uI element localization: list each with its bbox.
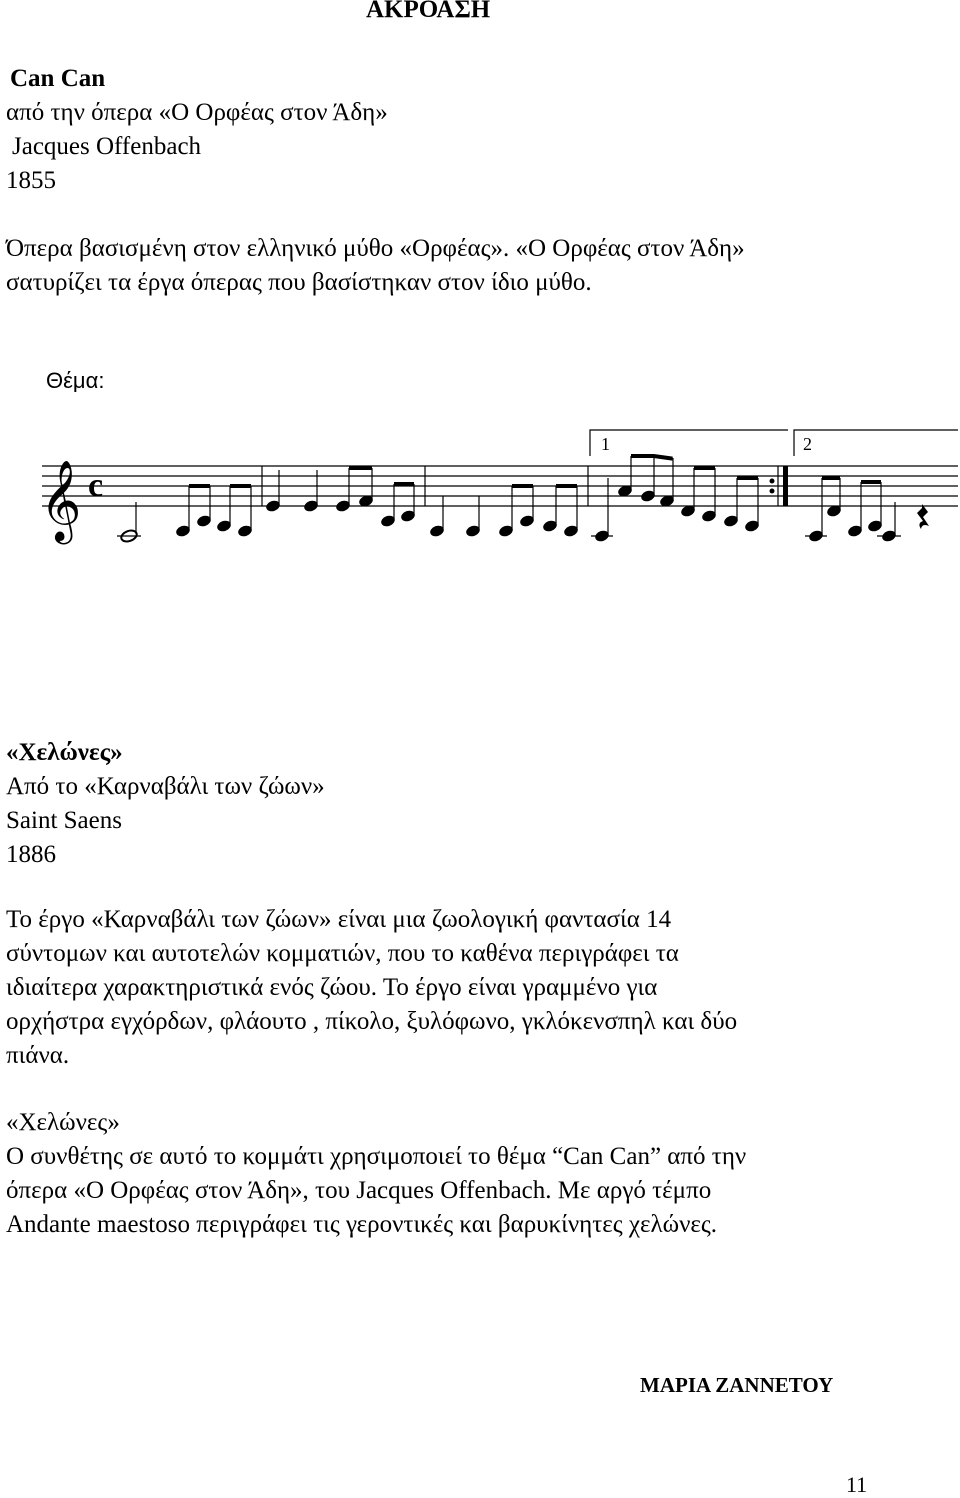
piece2-paragraph-line2: σύντομων και αυτοτελών κομματιών, που το καθένα περιγράφει τα bbox=[6, 940, 679, 967]
author-name: ΜΑΡΙΑ ΖΑΝΝΕΤΟΥ bbox=[640, 1373, 834, 1397]
piece1-composer: Jacques Offenbach bbox=[12, 133, 202, 160]
piece2-paragraph-line1: Το έργο «Καρναβάλι των ζώων» είναι μια ζωολογική φαντασία 14 bbox=[6, 906, 672, 933]
piece2-subtitle: Από το «Καρναβάλι των ζώων» bbox=[6, 773, 325, 800]
quarter-rest-icon bbox=[917, 504, 929, 529]
treble-clef-icon: 𝄞 bbox=[40, 459, 82, 541]
piece2-paragraph2-line3: Andante maestoso περιγράφει τις γεροντικές και βαρυκίνητες χελώνες. bbox=[6, 1211, 718, 1238]
piece1-title: Can Can bbox=[10, 65, 106, 92]
piece2-paragraph-line3: ιδιαίτερα χαρακτηριστικά ενός ζώου. Το έργο είναι γραμμένο για bbox=[6, 974, 658, 1001]
piece2-year: 1886 bbox=[6, 841, 56, 868]
piece2-paragraph-line5: πιάνα. bbox=[6, 1042, 70, 1069]
measure-2 bbox=[265, 466, 417, 528]
music-score bbox=[0, 420, 960, 560]
piece2-title: «Χελώνες» bbox=[6, 739, 123, 766]
measure-1 bbox=[117, 484, 253, 543]
piece2-paragraph2-line2: όπερα «Ο Ορφέας στον Άδη», του Jacques Offenbach. Με αργό τέμπο bbox=[6, 1177, 712, 1204]
piece2-subheading: «Χελώνες» bbox=[6, 1109, 120, 1136]
measure-4 bbox=[591, 454, 760, 543]
piece2-paragraph2-line1: Ο συνθέτης σε αυτό το κομμάτι χρησιμοποιεί το θέμα “Can Can” από την bbox=[6, 1143, 747, 1170]
time-signature: c bbox=[88, 467, 104, 504]
staff-lines bbox=[42, 466, 958, 506]
page-number: 11 bbox=[846, 1472, 868, 1497]
piece1-subtitle: από την όπερα «Ο Ορφέας στον Άδη» bbox=[6, 99, 388, 126]
theme-label: Θέμα: bbox=[46, 368, 105, 393]
volta-brackets bbox=[590, 430, 958, 456]
piece1-description-line1: Όπερα βασισμένη στον ελληνικό μύθο «Ορφέας». «Ο Ορφέας στον Άδη» bbox=[6, 235, 745, 262]
piece1-year: 1855 bbox=[6, 167, 56, 194]
piece2-composer: Saint Saens bbox=[6, 807, 122, 834]
piece1-description-line2: σατυρίζει τα έργα όπερας που βασίστηκαν στον ίδιο μύθο. bbox=[6, 269, 592, 296]
piece2-paragraph-line4: ορχήστρα εγχόρδων, φλάουτο , πίκολο, ξυλόφωνο, γκλόκενσπηλ και δύο bbox=[6, 1008, 738, 1035]
ending-1-label: 1 bbox=[601, 434, 610, 454]
ending-2-label: 2 bbox=[803, 434, 812, 454]
page-title: ΑΚΡΟΑΣΗ bbox=[366, 0, 491, 23]
measure-3 bbox=[429, 484, 580, 538]
